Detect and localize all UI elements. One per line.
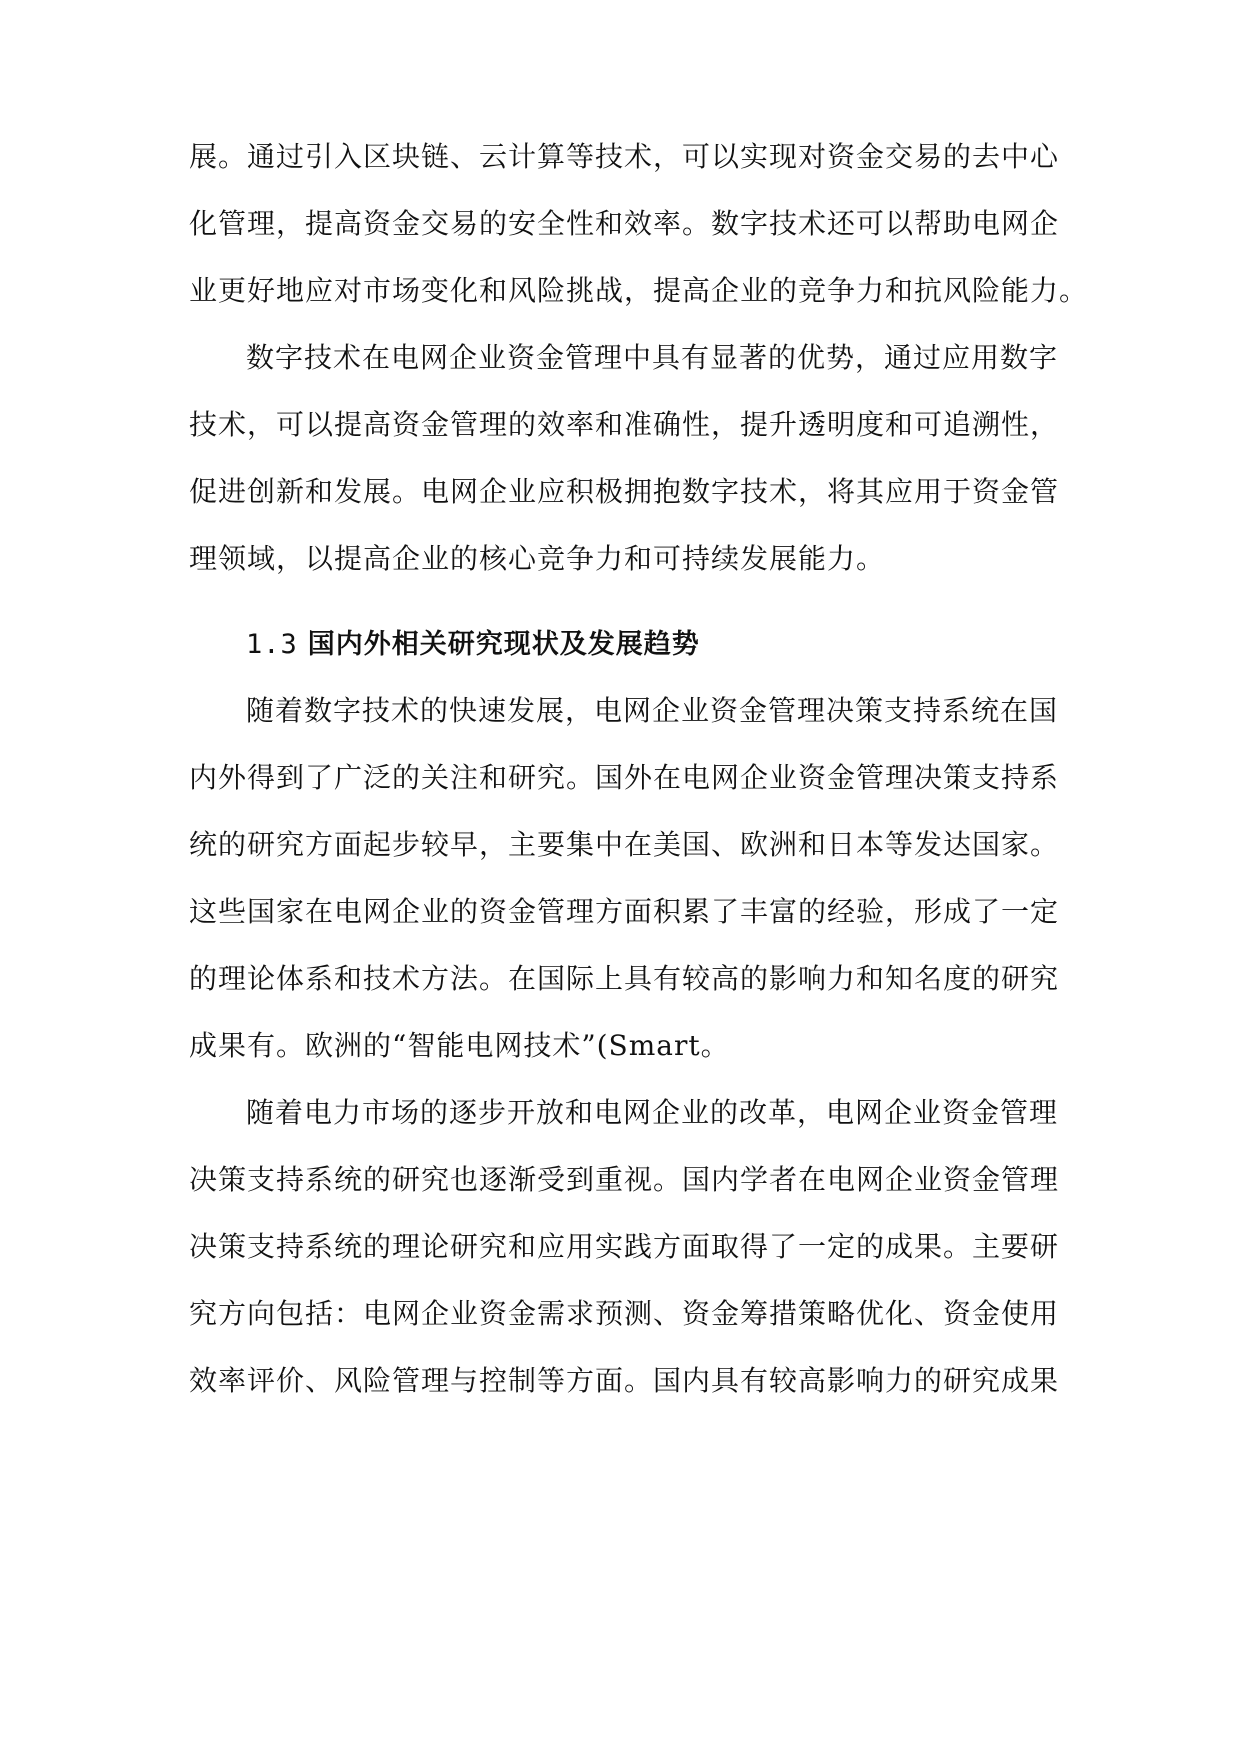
section-number: 1.3 bbox=[246, 629, 298, 660]
paragraph-2-line-4: 理领域，以提高企业的核心竞争力和可持续发展能力。 bbox=[189, 542, 886, 575]
paragraph-2-line-3: 促进创新和发展。电网企业应积极拥抱数字技术，将其应用于资金管 bbox=[189, 475, 1060, 508]
paragraph-4-line-5: 效率评价、风险管理与控制等方面。国内具有较高影响力的研究成果 bbox=[189, 1364, 1060, 1397]
paragraph-4-line-4: 究方向包括：电网企业资金需求预测、资金筹措策略优化、资金使用 bbox=[189, 1297, 1060, 1330]
paragraph-2-line-2: 技术，可以提高资金管理的效率和准确性，提升透明度和可追溯性， bbox=[189, 408, 1060, 441]
paragraph-1-line-1: 展。通过引入区块链、云计算等技术，可以实现对资金交易的去中心 bbox=[189, 140, 1060, 173]
paragraph-3-line-6: 成果有。欧洲的“智能电网技术”(Smart。 bbox=[189, 1029, 730, 1062]
section-heading bbox=[246, 625, 700, 665]
paragraph-4-line-1: 随着电力市场的逐步开放和电网企业的改革，电网企业资金管理 bbox=[246, 1096, 1059, 1129]
paragraph-4-line-2: 决策支持系统的研究也逐渐受到重视。国内学者在电网企业资金管理 bbox=[189, 1163, 1060, 1196]
paragraph-3-line-3: 统的研究方面起步较早，主要集中在美国、欧洲和日本等发达国家。 bbox=[189, 828, 1060, 861]
paragraph-1-line-3: 业更好地应对市场变化和风险挑战，提高企业的竞争力和抗风险能力。 bbox=[189, 274, 1089, 307]
paragraph-4-line-3: 决策支持系统的理论研究和应用实践方面取得了一定的成果。主要研 bbox=[189, 1230, 1060, 1263]
paragraph-1-line-2: 化管理，提高资金交易的安全性和效率。数字技术还可以帮助电网企 bbox=[189, 207, 1060, 240]
paragraph-3-line-2: 内外得到了广泛的关注和研究。国外在电网企业资金管理决策支持系 bbox=[189, 761, 1060, 794]
section-title: 国内外相关研究现状及发展趋势 bbox=[307, 629, 700, 660]
paragraph-2-line-1: 数字技术在电网企业资金管理中具有显著的优势，通过应用数字 bbox=[246, 341, 1059, 374]
paragraph-3-line-4: 这些国家在电网企业的资金管理方面积累了丰富的经验，形成了一定 bbox=[189, 895, 1060, 928]
paragraph-3-line-1: 随着数字技术的快速发展，电网企业资金管理决策支持系统在国 bbox=[246, 694, 1059, 727]
paragraph-3-line-5: 的理论体系和技术方法。在国际上具有较高的影响力和知名度的研究 bbox=[189, 962, 1060, 995]
